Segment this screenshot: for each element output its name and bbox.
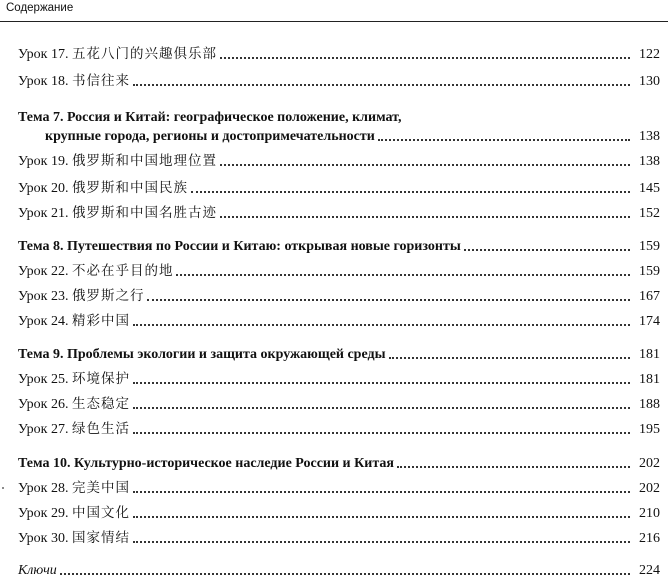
- dot-leader: [191, 190, 630, 193]
- dot-leader: [133, 490, 630, 493]
- margin-speck: [2, 487, 4, 489]
- toc-entry-lesson-23[interactable]: [18, 286, 660, 306]
- toc-page-number: 210: [639, 506, 660, 521]
- toc-page-number: 202: [639, 456, 660, 471]
- dot-leader: [389, 356, 630, 359]
- dot-leader: [133, 515, 630, 518]
- dot-leader: [133, 540, 630, 543]
- toc-page-number: 159: [639, 239, 660, 254]
- dot-leader: [220, 215, 630, 218]
- toc-page-number: 216: [639, 531, 660, 546]
- toc-entry-title: Урок 18. 书信往来: [18, 73, 130, 89]
- toc-entry-lesson-24[interactable]: [18, 311, 660, 331]
- dot-leader: [464, 248, 630, 251]
- dot-leader: [133, 323, 630, 326]
- dot-leader: [220, 56, 630, 59]
- toc-page-number: 152: [639, 206, 660, 221]
- toc-theme-7-title-line1[interactable]: Тема 7. Россия и Китай: географическое положение, климат,: [18, 110, 402, 125]
- dot-leader: [147, 298, 630, 301]
- toc-entry-lesson-21[interactable]: [18, 203, 660, 223]
- dot-leader: [176, 273, 630, 276]
- toc-entry-lesson-22[interactable]: [18, 261, 660, 281]
- toc-entry-title: Ключи: [18, 563, 57, 578]
- toc-entry-title: Урок 19. 俄罗斯和中国地理位置: [18, 153, 217, 169]
- toc-entry-title: Урок 23. 俄罗斯之行: [18, 288, 145, 304]
- toc-page-number: 159: [639, 264, 660, 279]
- toc-page-number: 145: [639, 181, 660, 196]
- toc-entry-keys[interactable]: [18, 560, 660, 580]
- toc-entry-title: Тема 8. Путешествия по России и Китаю: открывая новые горизонты: [18, 239, 461, 254]
- toc-entry-title: Тема 10. Культурно-историческое наследие России и Китая: [18, 456, 394, 471]
- toc-page-number: 202: [639, 481, 660, 496]
- toc-page-number: 167: [639, 289, 660, 304]
- toc-page-number: 195: [639, 422, 660, 437]
- toc-entry-title: Урок 27. 绿色生活: [18, 421, 130, 437]
- toc-entry-title: Урок 24. 精彩中国: [18, 313, 130, 329]
- toc-entry-lesson-20[interactable]: [18, 178, 660, 198]
- toc-entry-title: Урок 20. 俄罗斯和中国民族: [18, 180, 188, 196]
- toc-page-number: 138: [639, 129, 660, 144]
- toc-entry-lesson-17[interactable]: [18, 44, 660, 64]
- toc-entry-title: Урок 26. 生态稳定: [18, 396, 130, 412]
- toc-page-number: 174: [639, 314, 660, 329]
- toc-page-number: 181: [639, 347, 660, 362]
- dot-leader: [220, 163, 630, 166]
- toc-entry-theme-7[interactable]: [18, 126, 660, 146]
- toc-entry-theme-8[interactable]: [18, 236, 660, 256]
- toc-entry-theme-9[interactable]: [18, 344, 660, 364]
- toc-entry-theme-10[interactable]: [18, 453, 660, 473]
- toc-page-number: 224: [639, 563, 660, 578]
- toc-page-number: 130: [639, 74, 660, 89]
- dot-leader: [397, 465, 630, 468]
- toc-entry-lesson-30[interactable]: [18, 528, 660, 548]
- dot-leader: [378, 138, 630, 141]
- toc-entry-title: Урок 29. 中国文化: [18, 505, 130, 521]
- dot-leader: [133, 381, 630, 384]
- dot-leader: [133, 406, 630, 409]
- toc-entry-title: Урок 25. 环境保护: [18, 371, 130, 387]
- toc-entry-lesson-18[interactable]: [18, 71, 660, 91]
- toc-entry-lesson-26[interactable]: [18, 394, 660, 414]
- toc-entry-title: Урок 30. 国家情结: [18, 530, 130, 546]
- header-title: Содержание: [6, 2, 74, 14]
- toc-entry-title: Тема 9. Проблемы экологии и защита окружающей среды: [18, 347, 386, 362]
- dot-leader: [133, 431, 630, 434]
- toc-entry-lesson-25[interactable]: [18, 369, 660, 389]
- toc-entry-lesson-27[interactable]: [18, 419, 660, 439]
- toc-entry-title: Урок 17. 五花八门的兴趣俱乐部: [18, 46, 217, 62]
- toc-page-number: 181: [639, 372, 660, 387]
- toc-entry-lesson-28[interactable]: [18, 478, 660, 498]
- toc-entry-title: крупные города, регионы и достопримечательности: [45, 129, 375, 144]
- dot-leader: [133, 83, 630, 86]
- toc-entry-lesson-19[interactable]: [18, 151, 660, 171]
- toc-page-number: 122: [639, 47, 660, 62]
- toc-entry-title: Урок 28. 完美中国: [18, 480, 130, 496]
- toc-page-number: 138: [639, 154, 660, 169]
- toc-page-number: 188: [639, 397, 660, 412]
- toc-entry-title: Урок 21. 俄罗斯和中国名胜古迹: [18, 205, 217, 221]
- toc-entry-title: Урок 22. 不必在乎目的地: [18, 263, 174, 279]
- toc-entry-lesson-29[interactable]: [18, 503, 660, 523]
- dot-leader: [60, 572, 630, 575]
